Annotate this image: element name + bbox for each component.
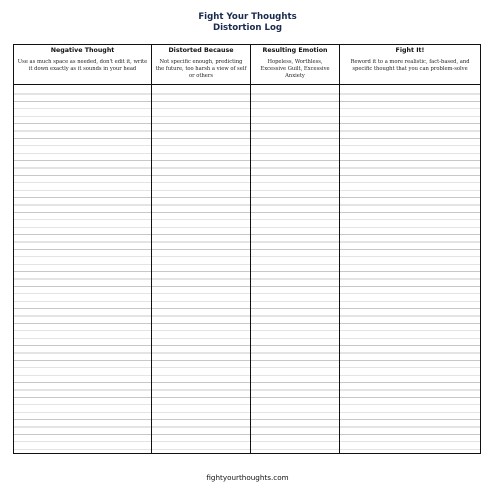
column-instructions: Not specific enough, predicting the future, too harsh a view of self or others [155, 59, 247, 80]
column-fight-it [340, 45, 480, 453]
column-header [14, 45, 151, 85]
column-title: Negative Thought [50, 47, 115, 54]
column-title: Resulting Emotion [262, 47, 328, 54]
writing-lines[interactable] [251, 85, 339, 453]
column-instructions: Use as much space as needed, don't edit it, write it down exactly as it sounds in your head [17, 59, 148, 73]
footer-url: fightyourthoughts.com [206, 473, 289, 482]
column-instructions: Reword it to a more realistic, fact-based, and specific thought that you can problem-solve [350, 59, 470, 73]
column-resulting-emotion [251, 45, 340, 453]
column-instructions: Hopeless, Worthless, Excessive Guilt, Excessive Anxiety [260, 59, 330, 80]
column-negative-thought [14, 45, 152, 453]
title-line-1: Fight Your Thoughts [198, 12, 297, 22]
writing-lines[interactable] [14, 85, 151, 453]
document-title [0, 12, 495, 34]
column-header [340, 45, 480, 85]
column-header [152, 45, 250, 85]
column-header [251, 45, 339, 85]
column-distorted-because [152, 45, 251, 453]
writing-lines[interactable] [152, 85, 250, 453]
title-line-2: Distortion Log [212, 23, 283, 33]
column-title: Distorted Because [168, 47, 234, 54]
writing-lines[interactable] [340, 85, 480, 453]
distortion-log-table [13, 44, 481, 454]
column-title: Fight It! [395, 47, 425, 54]
